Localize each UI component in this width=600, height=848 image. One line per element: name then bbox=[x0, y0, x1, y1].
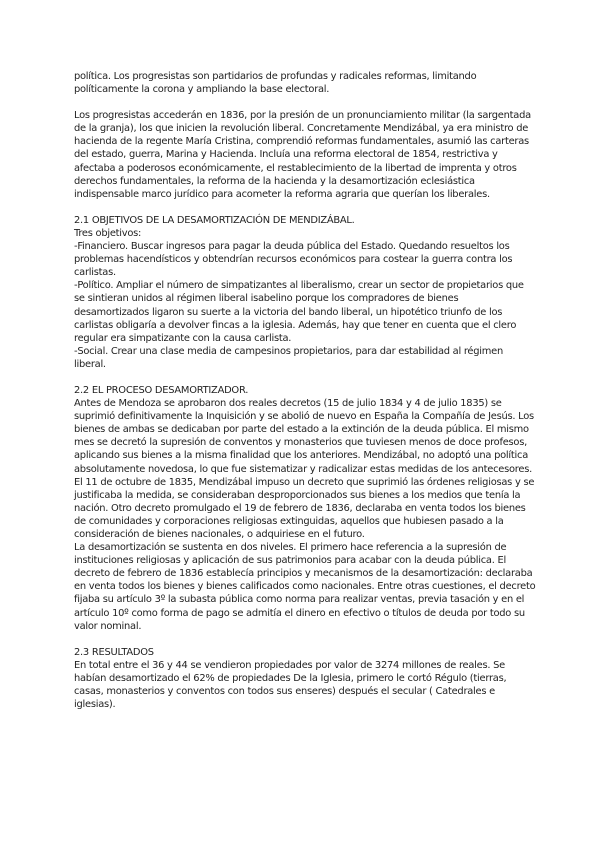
objetivo-financiero: -Financiero. Buscar ingresos para pagar la deuda pública del Estado. Quedando resueltos los problemas hacendísticos y obtendrían recursos económicos para costear la guerra contra los carlistas. bbox=[74, 241, 513, 279]
objetivo-social: -Social. Crear una clase media de campesinos propietarios, para dar estabilidad al régimen liberal. bbox=[74, 345, 503, 370]
proceso-paragraph-3: La desamortización se sustenta en dos niveles. El primero hace referencia a la supresión de instituciones religiosas y aplicación de sus patrimonios para acabar con la deuda pública. El decreto de febrero de 1836 establecía principios y mecanismos de la desamortización: declaraba en venta todos los bienes y bienes calificados como nacionales. Entre otras cuestiones, el decreto fijaba su artículo 3º la subasta pública como norma para realizar ventas, previa tasación y en el artículo 10º como forma de pago se admitía el dinero en efectivo o títulos de deuda por todo su valor nominal. bbox=[74, 542, 536, 632]
spacer bbox=[74, 371, 536, 384]
document-body bbox=[74, 70, 536, 711]
section-heading-proceso: 2.2 EL PROCESO DESAMORTIZADOR. bbox=[74, 384, 249, 396]
spacer bbox=[74, 96, 536, 109]
section-heading-resultados: 2.3 RESULTADOS bbox=[74, 646, 154, 658]
intro-paragraph: política. Los progresistas son partidarios de profundas y radicales reformas, limitando políticamente la corona y ampliando la base electoral. bbox=[74, 71, 477, 96]
section-heading-objetivos: 2.1 OBJETIVOS DE LA DESAMORTIZACIÓN DE MENDIZÁBAL. bbox=[74, 214, 355, 226]
resultados-paragraph: En total entre el 36 y 44 se vendieron propiedades por valor de 3274 millones de reales. Se habían desamortizado el 62% de propiedades De la Iglesia, primero le cortó Régulo (tierras, casas, monasterios y conventos con todos sus enseres) después el secular ( Catedrales e iglesias). bbox=[74, 659, 507, 711]
proceso-paragraph-1: Antes de Mendoza se aprobaron dos reales decretos (15 de julio 1834 y 4 de julio 1835) se suprimió definitivamente la Inquisición y se abolió de nuevo en España la Compañía de Jesús. Los bienes de ambas se dedicaban por parte del estado a la extinción de la deuda pública. El mismo mes se decretó la supresión de conventos y monasterios que tuviesen menos de doce profesos, aplicando sus bienes a la misma finalidad que los anteriores. Mendizábal, no adoptó una política absolutamente novedosa, lo que fue sistematizar y radicalizar estas medidas de los antecesores. bbox=[74, 398, 534, 475]
objetivos-intro: Tres objetivos: bbox=[74, 227, 142, 239]
spacer bbox=[74, 633, 536, 646]
spacer bbox=[74, 201, 536, 214]
progresistas-paragraph: Los progresistas accederán en 1836, por la presión de un pronunciamiento militar (la sargentada de la granja), los que inicien la revolución liberal. Concretamente Mendizábal, ya era ministro de hacienda de la regente María Cristina, comprendió reformas fundamentales, asumió las carteras del estado, guerra, Marina y Hacienda. Incluía una reforma electoral de 1854, restrictiva y afectaba a poderosos económicamente, el restablecimiento de la libertad de imprenta y otros derechos fundamentales, la reforma de la hacienda y la desamortización eclesiástica indispensable marco jurídico para acometer la reforma agraria que querían los liberales. bbox=[74, 110, 531, 200]
proceso-paragraph-2: El 11 de octubre de 1835, Mendizábal impuso un decreto que suprimió las órdenes religiosas y se justificaba la medida, se consideraban desproporcionados sus bienes a los medios que tenía la nación. Otro decreto promulgado el 19 de febrero de 1836, declaraba en venta todos los bienes de comunidades y corporaciones religiosas extinguidas, aquellos que hubiesen pasado a la consideración de bienes nacionales, o adquiriese en el futuro. bbox=[74, 476, 535, 540]
objetivo-politico: -Político. Ampliar el número de simpatizantes al liberalismo, crear un sector de propietarios que se sintieran unidos al régimen liberal isabelino porque los compradores de bienes desamortizados ligaron su suerte a la victoria del bando liberal, un hipotético triunfo de los carlistas obligaría a devolver fincas a la iglesia. Además, hay que tener en cuenta que el clero regular era simpatizante con la causa carlista. bbox=[74, 280, 524, 344]
